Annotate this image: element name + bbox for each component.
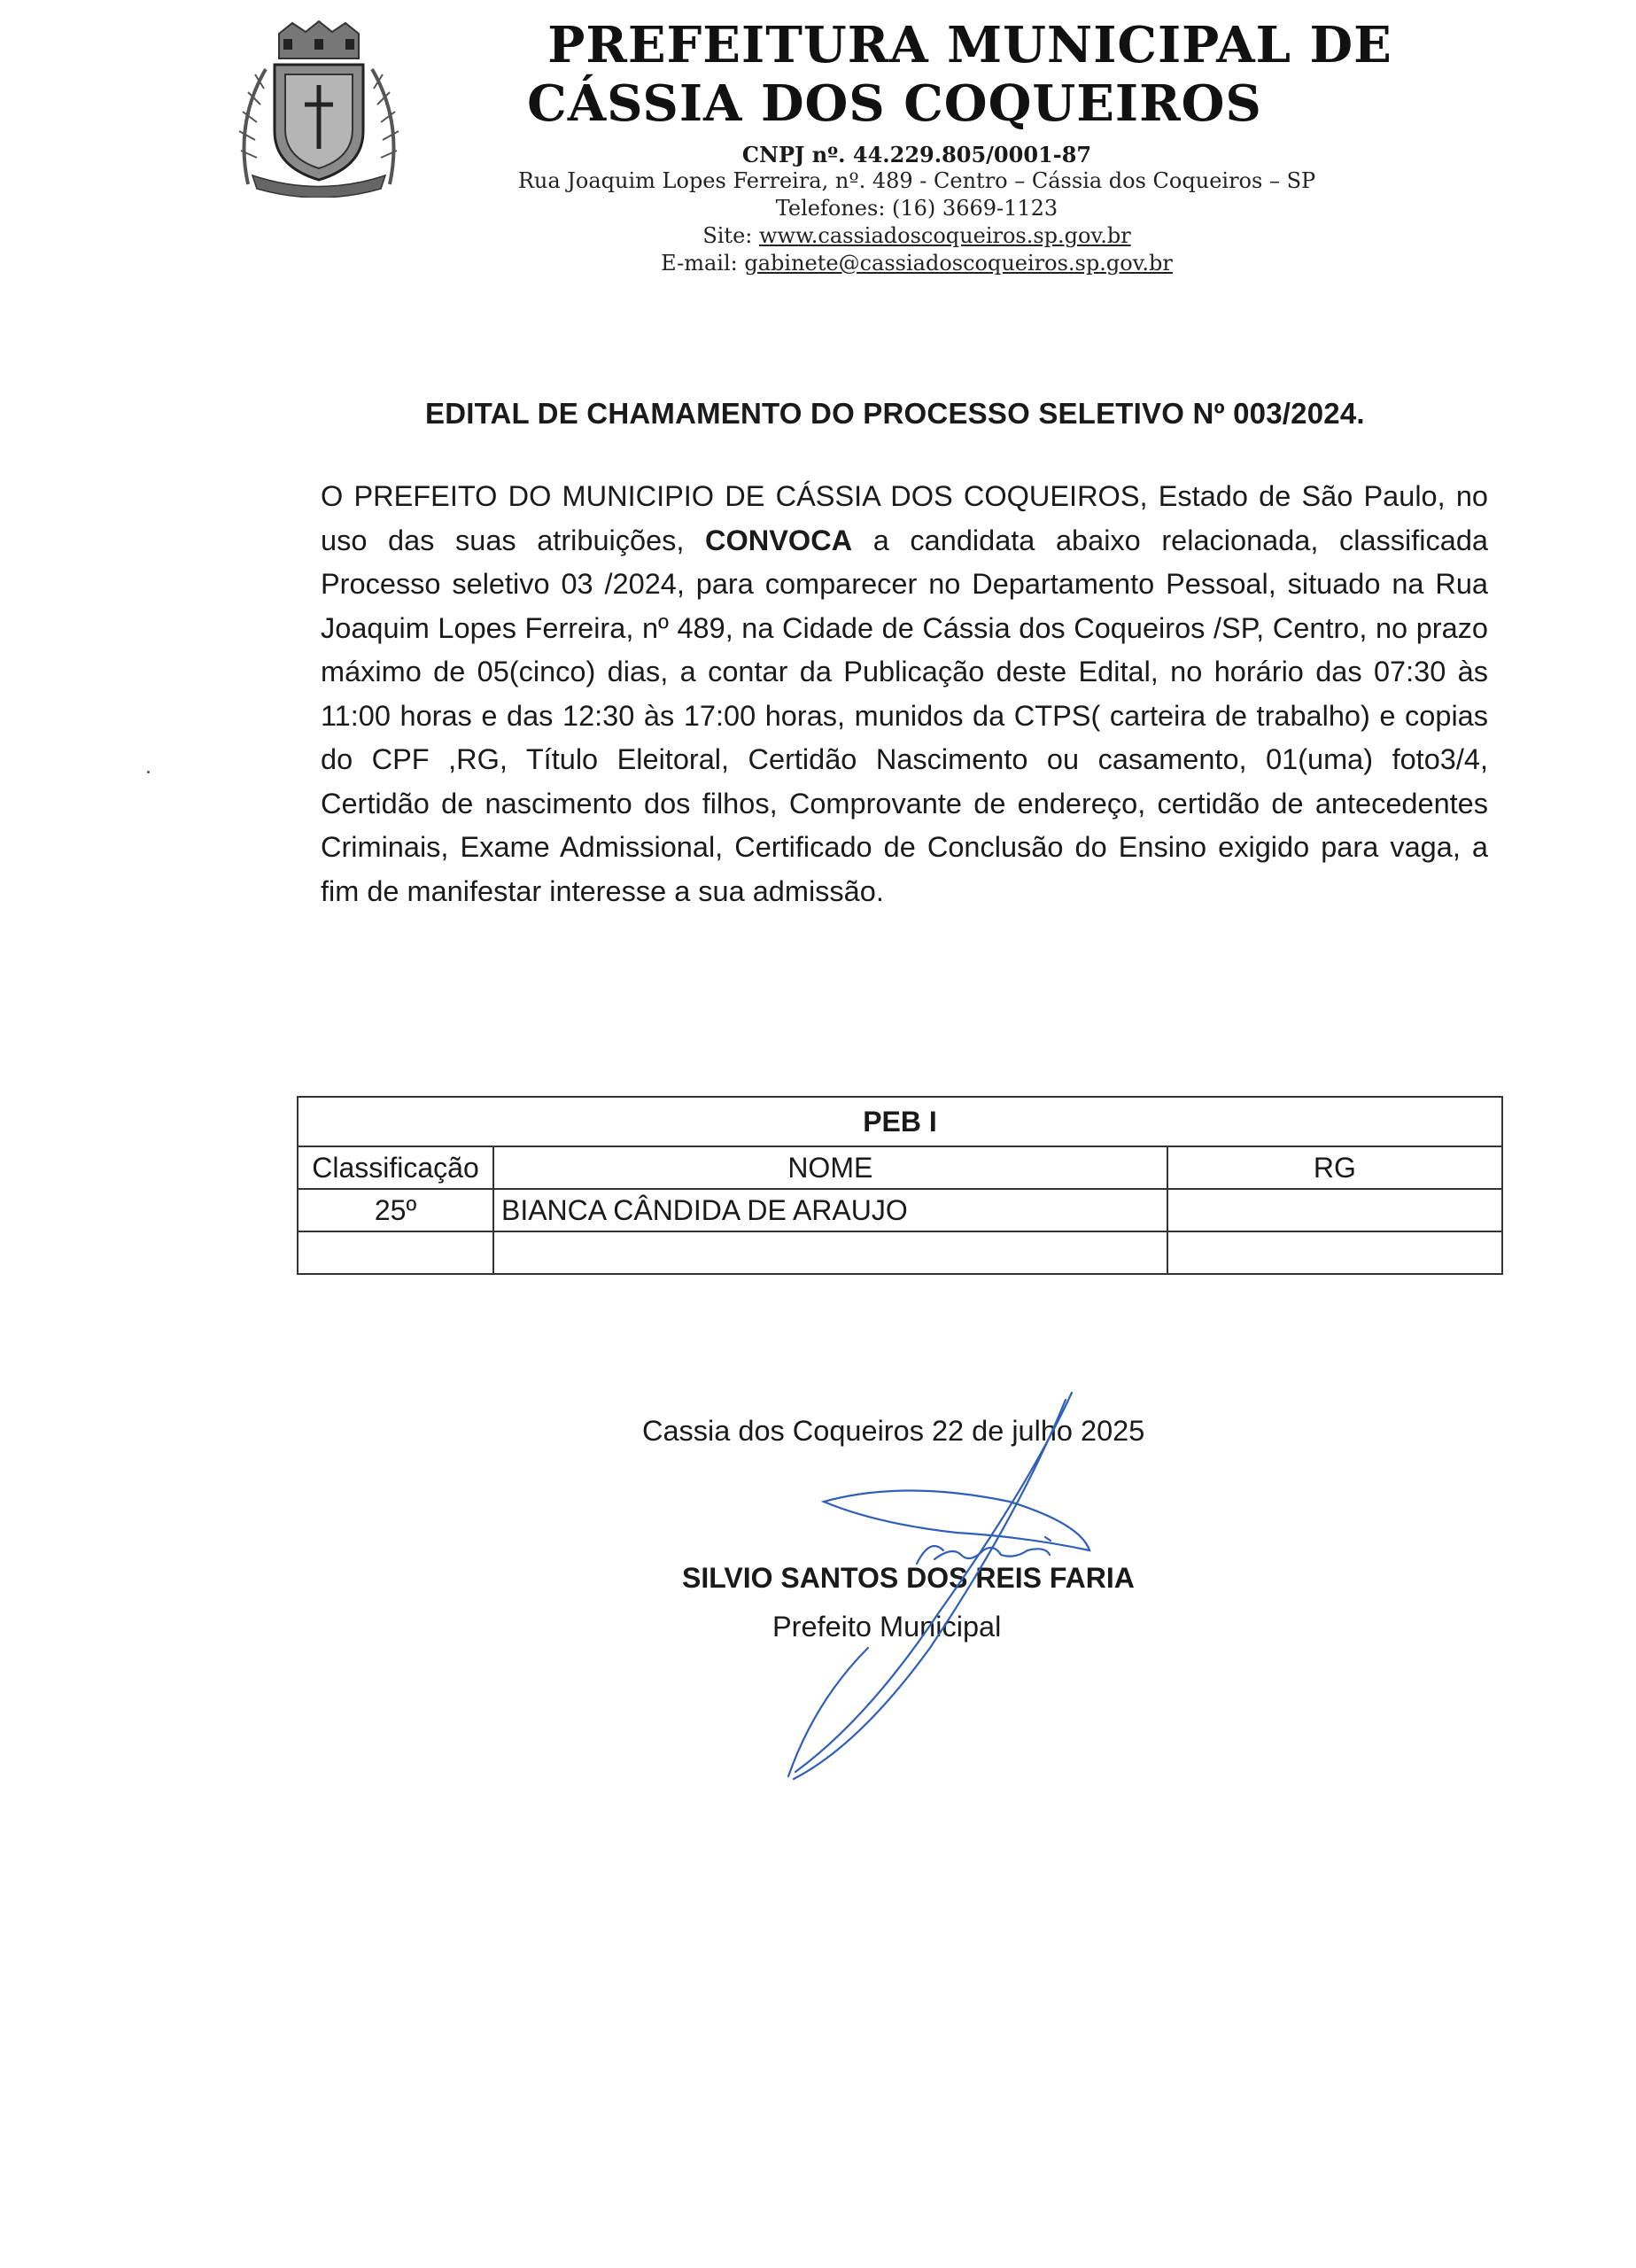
cell-classificacao [298,1231,493,1274]
email-link[interactable]: gabinete@cassiadoscoqueiros.sp.gov.br [744,251,1173,276]
column-header-classificacao: Classificação [298,1146,493,1189]
table-group-header: PEB I [298,1097,1502,1146]
cell-rg [1167,1231,1502,1274]
address: Rua Joaquim Lopes Ferreira, nº. 489 - Centro – Cássia dos Coqueiros – SP [517,168,1316,193]
site-label: Site: [702,223,759,248]
letterhead-title-line1: PREFEITURA MUNICIPAL DE [547,16,1392,74]
cell-rg [1167,1189,1502,1231]
edital-title: EDITAL DE CHAMAMENTO DO PROCESSO SELETIVO Nº 003/2024. [425,397,1365,430]
cnpj: CNPJ nº. 44.229.805/0001-87 [741,142,1092,167]
table-group-row [298,1097,1502,1146]
table-header-row [298,1146,1502,1189]
table-row [298,1189,1502,1231]
column-header-rg: RG [1167,1146,1502,1189]
place-date: Cassia dos Coqueiros 22 de julho 2025 [642,1415,1145,1447]
email-line [381,250,1453,277]
cell-nome [493,1231,1167,1274]
table-row [298,1231,1502,1274]
letterhead [434,16,1453,277]
candidate-table [297,1096,1503,1275]
phones: Telefones: (16) 3669-1123 [775,196,1058,221]
body-part2: a candidata abaixo relacionada, classificada Processo seletivo 03 /2024, para comparecer no Departamento Pessoal, situado na Rua Joaquim Lopes Ferreira, nº 489, na Cidade de Cássia dos Coqueiros /SP, Centro, no prazo máximo de 05(cinco) dias, a contar da Publicação deste Edital, no horário das 07:30 às 11:00 horas e das 12:30 às 17:00 horas, munidos da CTPS( carteira de trabalho) e copias do CPF ,RG, Título Eleitoral, Certidão Nascimento ou casamento, 01(uma) foto3/4, Certidão de nascimento dos filhos, Comprovante de endereço, certidão de antecedentes Criminais, Exame Admissional, Certificado de Conclusão do Ensino exigido para vaga, a fim de manifestar interesse a sua admissão. [321,524,1488,907]
column-header-nome: NOME [493,1146,1167,1189]
handwritten-signature [762,1382,1134,1798]
letterhead-title-line2: CÁSSIA DOS COQUEIROS [527,74,1262,133]
email-label: E-mail: [661,251,745,276]
body-paragraph [321,475,1488,913]
signer-role: Prefeito Municipal [772,1611,1002,1643]
cell-nome: BIANCA CÂNDIDA DE ARAUJO [493,1189,1167,1231]
site-line [381,222,1453,250]
signer-name: SILVIO SANTOS DOS REIS FARIA [682,1562,1135,1594]
body-part1: O PREFEITO DO MUNICIPIO DE CÁSSIA DOS COQUEIROS, Estado de São Paulo, no uso das suas atribuições, [321,480,1488,556]
site-link[interactable]: www.cassiadoscoqueiros.sp.gov.br [759,223,1131,248]
cell-classificacao: 25º [298,1189,493,1231]
body-bold-convoca: CONVOCA [705,524,853,556]
scan-speck [147,771,150,773]
